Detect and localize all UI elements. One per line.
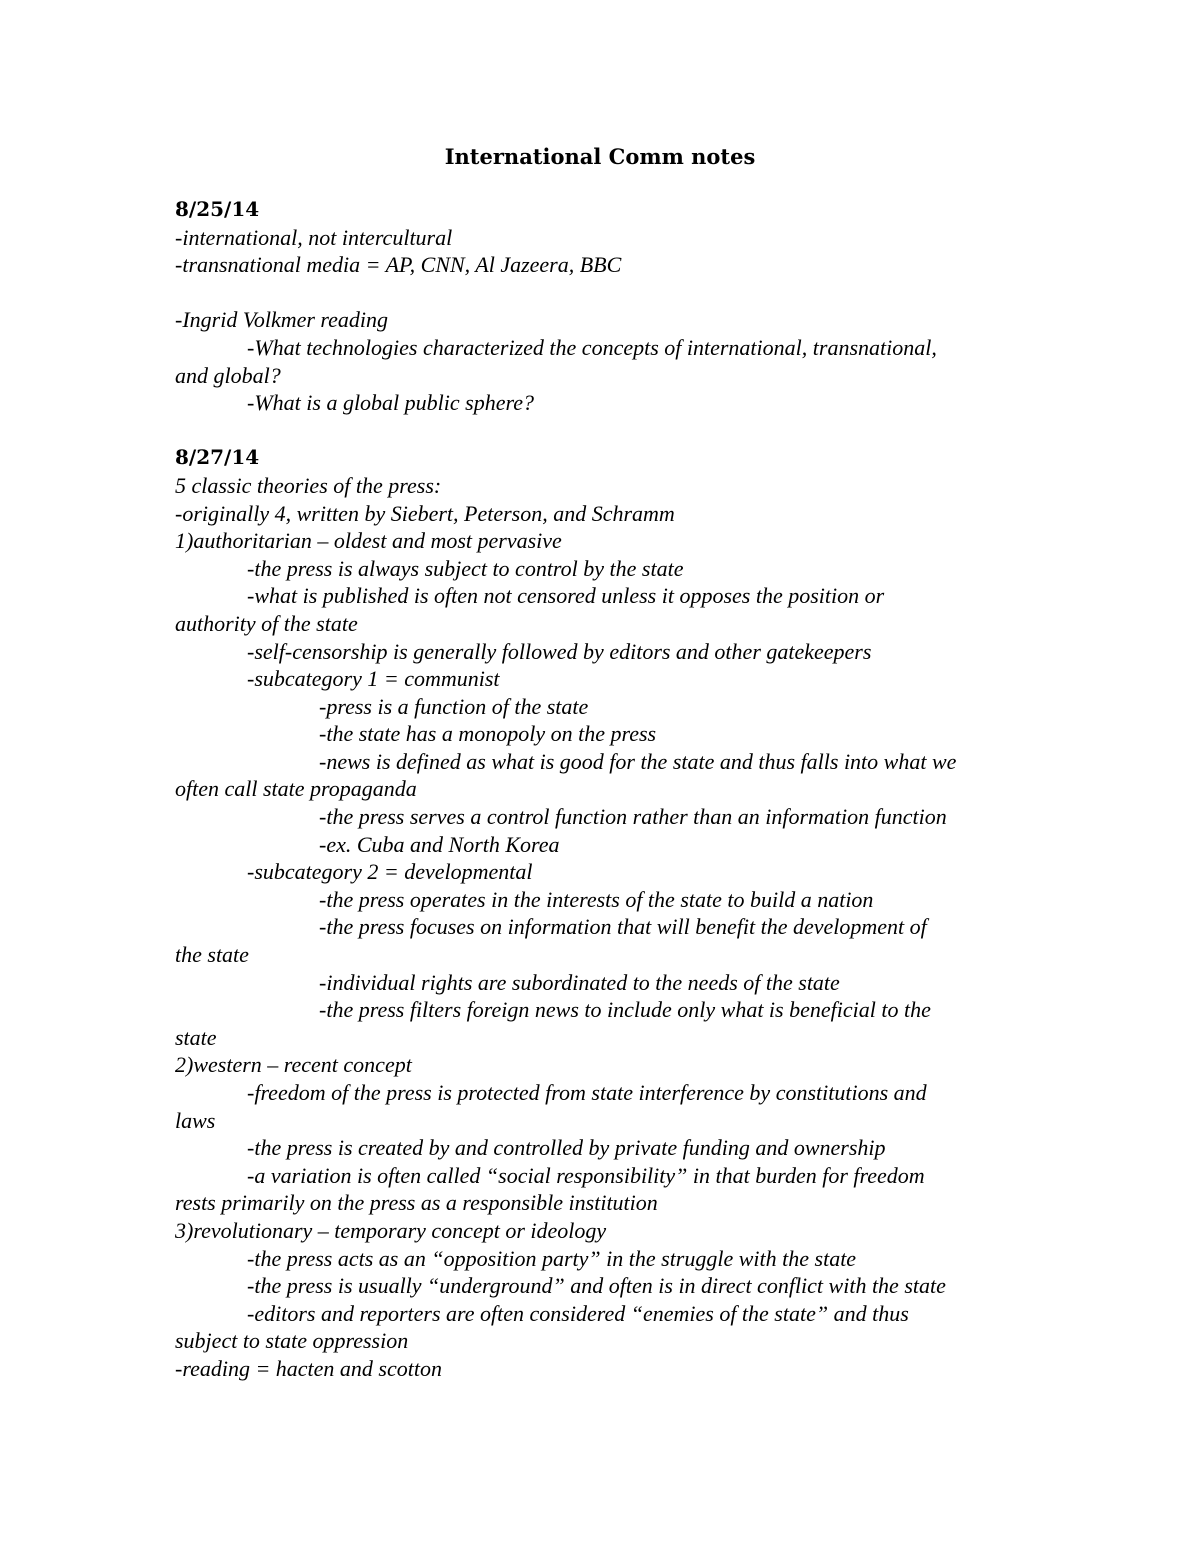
note-line: -press is a function of the state	[319, 693, 589, 719]
note-line: state	[175, 1024, 217, 1050]
note-line: -the press operates in the interests of the state to build a nation	[319, 886, 874, 912]
note-line: rests primarily on the press as a responsible institution	[175, 1190, 658, 1216]
note-line: -the press acts as an “opposition party” in the struggle with the state	[247, 1245, 857, 1271]
note-line: often call state propaganda	[175, 776, 417, 802]
note-line: -Ingrid Volkmer reading	[175, 307, 389, 333]
note-line: -What is a global public sphere?	[247, 390, 534, 416]
note-line: -individual rights are subordinated to the needs of the state	[319, 969, 840, 995]
note-line: -ex. Cuba and North Korea	[319, 831, 560, 857]
blank-line	[175, 417, 1035, 445]
note-line: the state	[175, 942, 249, 968]
blank-line	[175, 279, 1035, 307]
note-line: -What technologies characterized the concepts of international, transnational,	[247, 334, 937, 360]
note-line: -what is published is often not censored unless it opposes the position or	[247, 583, 885, 609]
date-heading: 8/27/14	[175, 445, 260, 470]
note-line: -the press is usually “underground” and often is in direct conflict with the state	[247, 1273, 946, 1299]
note-line: -news is defined as what is good for the state and thus falls into what we	[319, 748, 957, 774]
note-line: -subcategory 1 = communist	[247, 666, 500, 692]
note-line: -reading = hacten and scotton	[175, 1355, 442, 1381]
note-line: 3)revolutionary – temporary concept or ideology	[175, 1217, 607, 1243]
note-line: -international, not intercultural	[175, 224, 453, 250]
note-line: -the press focuses on information that will benefit the development of	[319, 914, 927, 940]
note-line: -freedom of the press is protected from state interference by constitutions and	[247, 1080, 927, 1105]
note-line: 1)authoritarian – oldest and most pervasive	[175, 528, 562, 554]
note-line: -self-censorship is generally followed by editors and other gatekeepers	[247, 638, 872, 664]
note-line: -the press is created by and controlled by private funding and ownership	[247, 1135, 886, 1161]
note-line: and global?	[175, 362, 281, 388]
note-line: 2)western – recent concept	[175, 1052, 412, 1078]
note-line: subject to state oppression	[175, 1328, 409, 1354]
note-line: authority of the state	[175, 610, 358, 636]
note-line: -the press filters foreign news to include only what is beneficial to the	[319, 997, 931, 1023]
document-title: International Comm notes	[444, 144, 756, 169]
note-line: -originally 4, written by Siebert, Peterson, and Schramm	[175, 500, 675, 526]
note-line: -a variation is often called “social responsibility” in that burden for freedom	[247, 1162, 925, 1188]
note-line: 5 classic theories of the press:	[175, 472, 442, 498]
note-line: -editors and reporters are often considered “enemies of the state” and thus	[247, 1300, 909, 1326]
note-line: -the press serves a control function rather than an information function	[319, 804, 947, 830]
date-heading: 8/25/14	[175, 197, 260, 221]
note-line: -transnational media = AP, CNN, Al Jazeera, BBC	[175, 252, 622, 278]
note-line: -the press is always subject to control by the state	[247, 555, 684, 581]
note-line: laws	[175, 1107, 216, 1133]
note-line: -subcategory 2 = developmental	[247, 859, 533, 885]
document-body	[175, 196, 1035, 1383]
note-line: -the state has a monopoly on the press	[319, 721, 657, 747]
